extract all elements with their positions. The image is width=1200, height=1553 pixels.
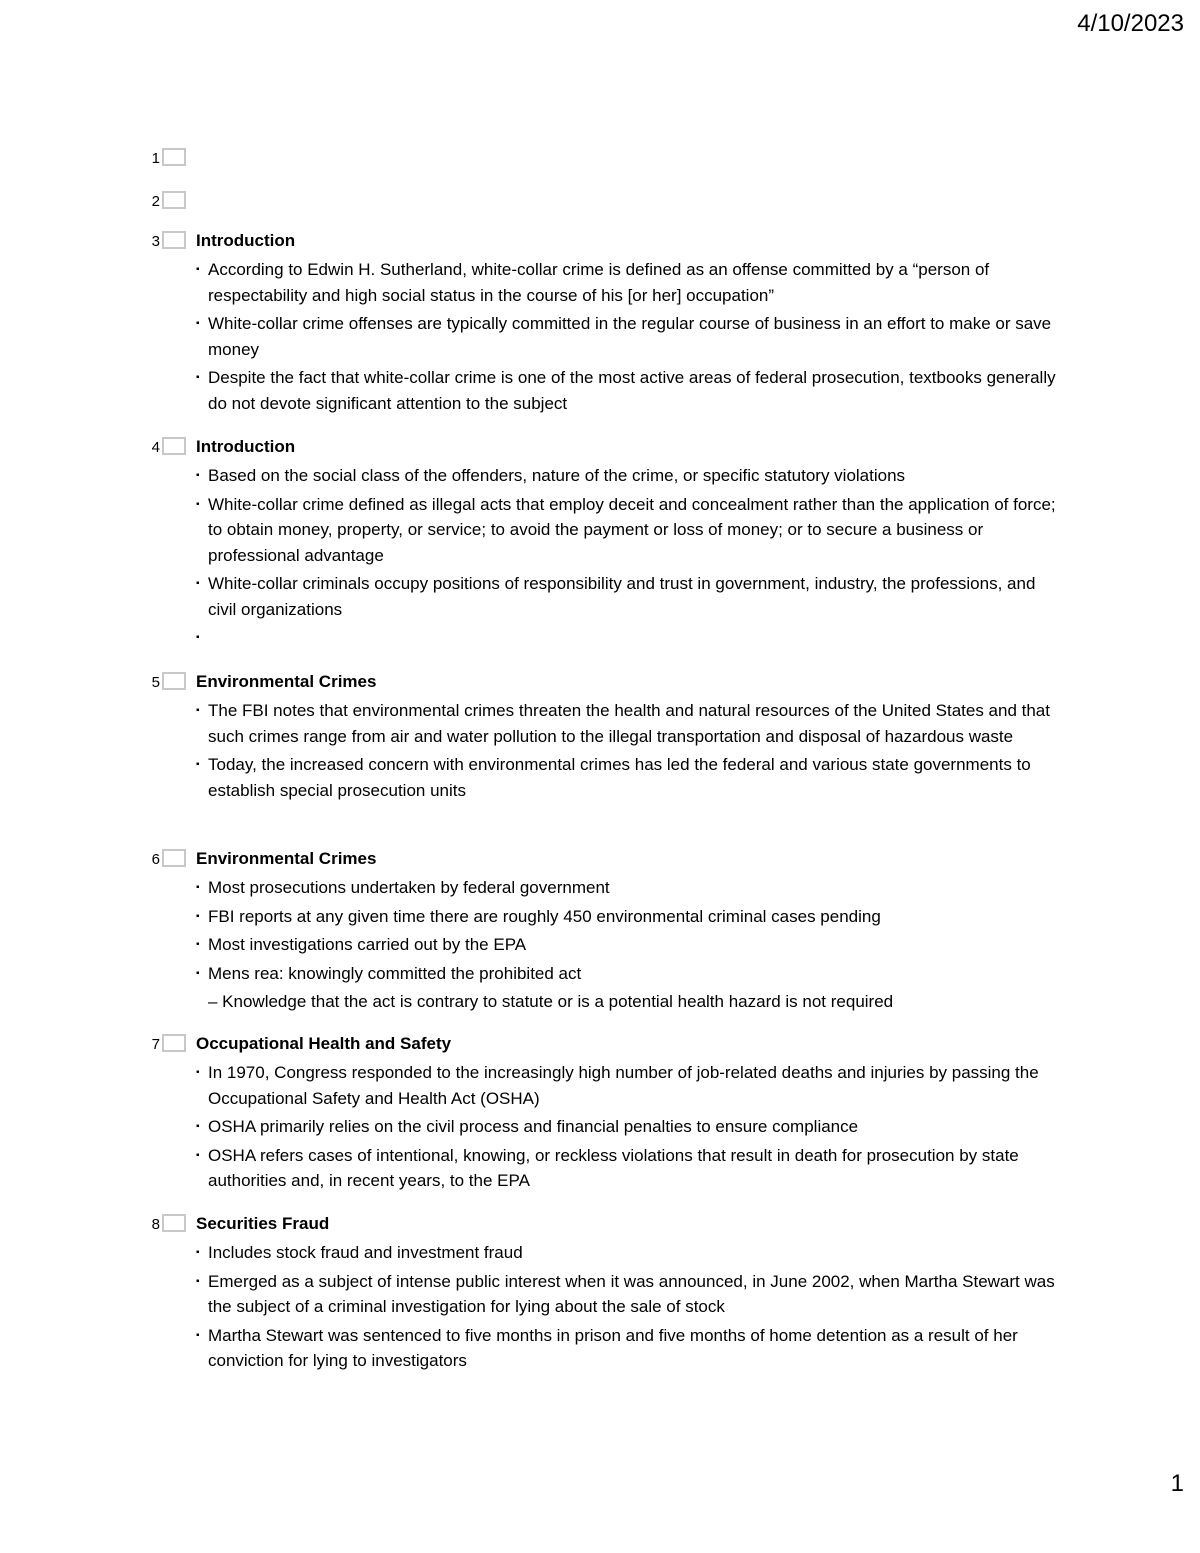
- bullet-item: ▪ Based on the social class of the offenders, nature of the crime, or specific statutory violations: [196, 463, 1068, 489]
- slide-3: [148, 229, 1068, 419]
- slide-thumbnail-box: [162, 148, 186, 166]
- slide-1: [148, 146, 1068, 167]
- slide-thumbnail-box: [162, 1214, 186, 1232]
- slide-8: [148, 1212, 1068, 1377]
- bullet-item: ▪ White-collar crime defined as illegal acts that employ deceit and concealment rather than the application of force; to obtain money, property, or service; to avoid the payment or loss of money; or to secure a business or professional advantage: [196, 492, 1068, 569]
- slide-title: Environmental Crimes: [196, 672, 377, 691]
- bullet-item: ▪ FBI reports at any given time there are roughly 450 environmental criminal cases pending: [196, 904, 1068, 930]
- slide-4: [148, 435, 1068, 653]
- slide-7: [148, 1032, 1068, 1197]
- bullet-item: ▪ OSHA primarily relies on the civil process and financial penalties to ensure compliance: [196, 1114, 1068, 1140]
- slide-5: [148, 670, 1068, 806]
- page-number: 1: [1170, 1470, 1184, 1497]
- bullet-item: ▪ Martha Stewart was sentenced to five months in prison and five months of home detention as a result of her conviction for lying to investigators: [196, 1323, 1068, 1374]
- bullet-item: ▪ According to Edwin H. Sutherland, white-collar crime is defined as an offense committed by a “person of respectability and high social status in the course of his [or her] occupation”: [196, 257, 1068, 308]
- bullet-item: ▪ Most prosecutions undertaken by federal government: [196, 875, 1068, 901]
- sub-bullet-item: – Knowledge that the act is contrary to statute or is a potential health hazard is not required: [208, 992, 894, 1011]
- bullet-item: ▪ White-collar crime offenses are typically committed in the regular course of business in an effort to make or save money: [196, 311, 1068, 362]
- bullet-item: ▪ White-collar criminals occupy positions of responsibility and trust in government, industry, the professions, and civil organizations: [196, 571, 1068, 622]
- slide-number: 4: [151, 439, 160, 456]
- bullet-item: ▪ Includes stock fraud and investment fraud: [196, 1240, 1068, 1266]
- slide-number: 8: [151, 1216, 160, 1233]
- slide-title: Introduction: [196, 437, 296, 456]
- bullet-item: ▪ Emerged as a subject of intense public interest when it was announced, in June 2002, when Martha Stewart was the subject of a criminal investigation for lying about the sale of stock: [196, 1269, 1068, 1320]
- slide-number: 2: [151, 193, 160, 210]
- slide-2: [148, 189, 1068, 210]
- slide-number: 3: [151, 233, 160, 250]
- bullet-item: ▪ In 1970, Congress responded to the increasingly high number of job-related deaths and injuries by passing the Occupational Safety and Health Act (OSHA): [196, 1060, 1068, 1111]
- bullet-item: ▪ Despite the fact that white-collar crime is one of the most active areas of federal prosecution, textbooks generally do not devote significant attention to the subject: [196, 365, 1068, 416]
- slide-thumbnail-box: [162, 231, 186, 249]
- slide-title: Occupational Health and Safety: [196, 1034, 452, 1053]
- slide-number: 1: [151, 150, 160, 167]
- slide-thumbnail-box: [162, 849, 186, 867]
- slide-title: Introduction: [196, 231, 296, 250]
- bullet-item-empty: [196, 625, 1068, 650]
- slide-number: 7: [151, 1036, 160, 1053]
- page-date: 4/10/2023: [1077, 10, 1184, 37]
- slide-number: 6: [151, 851, 160, 868]
- slide-6: [148, 847, 1068, 1018]
- bullet-item: ▪ Mens rea: knowingly committed the prohibited act: [196, 961, 1068, 987]
- slide-number: 5: [151, 674, 160, 691]
- bullet-item: ▪ Most investigations carried out by the EPA: [196, 932, 1068, 958]
- bullet-item: ▪ Today, the increased concern with environmental crimes has led the federal and various state governments to establish special prosecution units: [196, 752, 1068, 803]
- slide-thumbnail-box: [162, 191, 186, 209]
- slide-title: Environmental Crimes: [196, 849, 377, 868]
- slide-title: Securities Fraud: [196, 1214, 330, 1233]
- bullet-item: ▪ The FBI notes that environmental crimes threaten the health and natural resources of the United States and that such crimes range from air and water pollution to the illegal transportation and disposal of hazardous waste: [196, 698, 1068, 749]
- slide-thumbnail-box: [162, 672, 186, 690]
- slide-thumbnail-box: [162, 1034, 186, 1052]
- slide-thumbnail-box: [162, 437, 186, 455]
- bullet-item: ▪ OSHA refers cases of intentional, knowing, or reckless violations that result in death for prosecution by state authorities and, in recent years, to the EPA: [196, 1143, 1068, 1194]
